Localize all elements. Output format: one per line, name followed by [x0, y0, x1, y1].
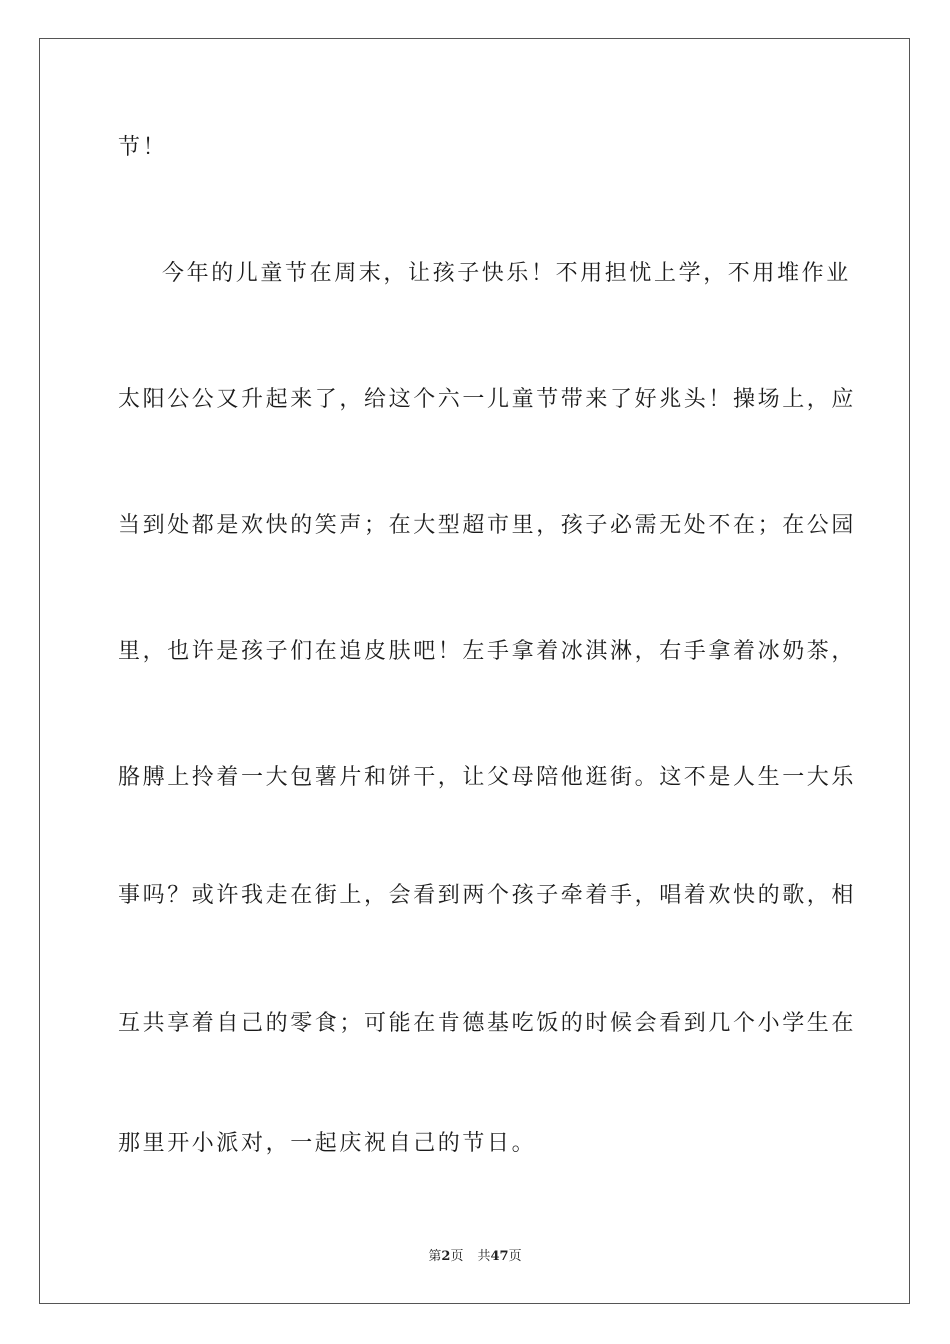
page-prefix: 第 — [428, 1249, 442, 1264]
text-line-4: 当到处都是欢快的笑声；在大型超市里，孩子必需无处不在；在公园 — [118, 513, 857, 538]
text-line-3: 太阳公公又升起来了，给这个六一儿童节带来了好兆头！操场上，应 — [118, 387, 857, 412]
text-line-9: 那里开小派对，一起庆祝自己的节日。 — [118, 1131, 537, 1156]
text-line-8: 互共享着自己的零食；可能在肯德基吃饭的时候会看到几个小学生在 — [118, 1011, 857, 1036]
total-suffix: 页 — [508, 1249, 522, 1264]
page-footer — [0, 1249, 950, 1265]
total-prefix: 共 — [477, 1249, 491, 1264]
page-frame — [39, 38, 910, 1304]
text-line-7: 事吗？或许我走在街上，会看到两个孩子牵着手，唱着欢快的歌，相 — [118, 883, 857, 908]
total-pages: 47 — [490, 1249, 509, 1264]
page-number: 2 — [441, 1249, 451, 1264]
text-line-2: 今年的儿童节在周末，让孩子快乐！不用担忧上学，不用堆作业 — [162, 261, 851, 286]
page-suffix: 页 — [450, 1249, 464, 1264]
text-line-5: 里，也许是孩子们在追皮肤吧！左手拿着冰淇淋，右手拿着冰奶茶， — [118, 639, 857, 664]
text-line-6: 胳膊上拎着一大包薯片和饼干，让父母陪他逛街。这不是人生一大乐 — [118, 765, 857, 790]
text-line-1: 节！ — [118, 135, 168, 160]
